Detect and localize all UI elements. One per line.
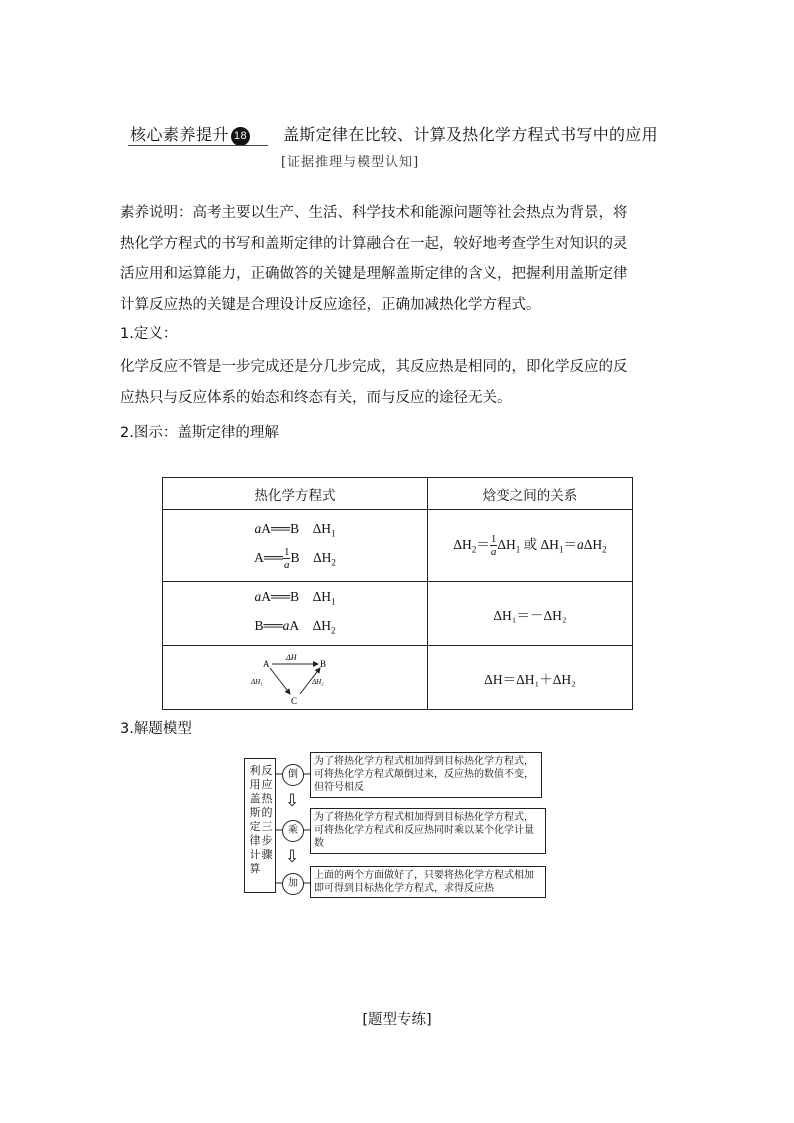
arrow-a-to-c — [270, 668, 290, 694]
intro-line: 素养说明：高考主要以生产、生活、科学技术和能源问题等社会热点为背景，将 — [120, 205, 628, 221]
table-row — [163, 646, 633, 710]
equation: aA══B $\Delta H_1$ — [254, 588, 336, 607]
section-footer: [题型专练] — [362, 1012, 432, 1028]
intro-paragraph — [120, 198, 680, 320]
table-header: 焓变之间的关系 — [428, 478, 633, 510]
section-tag-label: 核心素养提升 — [130, 125, 230, 144]
table-header: 热化学方程式 — [163, 478, 428, 510]
equation-cell — [163, 582, 428, 646]
node-c: C — [291, 695, 298, 706]
node-b: B — [320, 658, 327, 669]
fraction: $\frac{1}{a}$ — [283, 545, 290, 571]
reaction-path-diagram — [250, 650, 340, 706]
intro-line: 活应用和运算能力，正确做答的关键是理解盖斯定律的含义，把握利用盖斯定律 — [120, 266, 628, 282]
page-subtitle: [证据推理与模型认知] — [281, 155, 420, 170]
label-top: ΔH — [286, 652, 297, 662]
path-diagram-cell — [163, 646, 428, 710]
step-badge-multiply: 乘 — [282, 820, 304, 842]
equation: aA══B $\Delta H_1$ — [254, 520, 336, 539]
table-row — [163, 510, 633, 582]
step-description: 上面的两个方面做好了，只要将热化学方程式相加即可得到目标热化学方程式，求得反应热 — [310, 866, 546, 898]
model-heading: 3.解题模型 — [120, 721, 192, 737]
step-badge-invert: 倒 — [282, 764, 304, 786]
page-title: 盖斯定律在比较、计算及热化学方程式书写中的应用 — [283, 125, 658, 144]
relation-cell: ΔH＝ΔH₁＋ΔH₂ — [428, 646, 633, 710]
relation-cell: $\Delta H_2=$ $\frac{1}{a}$ $\Delta H_1$ 或 $\Delta H_1=a\Delta H_2$ — [428, 510, 633, 582]
fraction: $\frac{1}{a}$ — [490, 533, 497, 559]
table-row — [163, 582, 633, 646]
model-title-column: 反应热的三步骤 — [261, 764, 273, 861]
section-tag — [130, 122, 250, 146]
definition-heading: 1.定义： — [120, 326, 178, 342]
down-arrow-icon: ⇩ — [285, 791, 300, 811]
intro-line: 计算反应热的关键是合理设计反应途径，正确加减热化学方程式。 — [120, 296, 541, 313]
model-title-column: 利用盖斯定律计算 — [249, 764, 261, 875]
hess-law-table — [162, 477, 633, 710]
step-badge-add: 加 — [282, 873, 304, 895]
definition-line: 应热只与反应体系的始态和终态有关，而与反应的途径无关。 — [120, 389, 512, 406]
equation: B══aA $\Delta H_2$ — [254, 617, 336, 636]
section-tag-underline — [128, 145, 268, 146]
definition-paragraph — [120, 352, 680, 413]
label-right: ΔH₂ — [312, 677, 324, 686]
model-title-box — [244, 758, 276, 893]
down-arrow-icon: ⇩ — [285, 847, 300, 867]
definition-line: 化学反应不管是一步完成还是分几步完成，其反应热是相同的，即化学反应的反 — [120, 359, 628, 375]
step-description: 为了将热化学方程式相加得到目标热化学方程式，可将热化学方程式颠倒过来，反应热的数值不变，但符号相反 — [310, 752, 542, 798]
node-a: A — [263, 658, 270, 669]
label-left: ΔH₁ — [251, 677, 263, 686]
intro-line: 热化学方程式的书写和盖斯定律的计算融合在一起，较好地考查学生对知识的灵 — [120, 235, 628, 252]
equation-cell — [163, 510, 428, 582]
section-number-badge: 18 — [231, 127, 250, 146]
step-description: 为了将热化学方程式相加得到目标热化学方程式，可将热化学方程式和反应热同时乘以某个化学计量数 — [310, 808, 546, 854]
relation-cell: ΔH₁＝－ΔH₂ — [428, 582, 633, 646]
equation: A══ $\frac{1}{a}$ B $\Delta H_2$ — [254, 545, 336, 571]
diagram-heading: 2.图示：盖斯定律的理解 — [120, 425, 279, 441]
